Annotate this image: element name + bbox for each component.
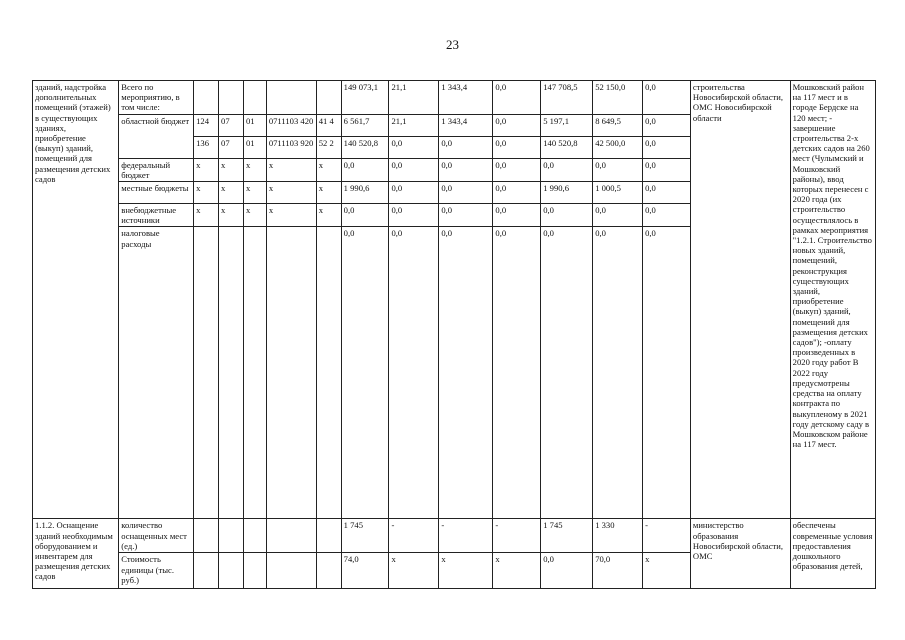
- value-cell: [243, 81, 266, 115]
- value-cell: [316, 553, 341, 589]
- value-cell: 0,0: [541, 204, 593, 227]
- value-cell: 42 500,0: [593, 136, 643, 158]
- value-cell: 1 343,4: [439, 81, 493, 115]
- executor-cell: строительства Новосибирской области, ОМС Новосибирской области: [690, 81, 790, 519]
- value-cell: 0,0: [493, 182, 541, 204]
- value-cell: 147 708,5: [541, 81, 593, 115]
- value-cell: x: [266, 158, 316, 181]
- value-cell: 0711103 920: [266, 136, 316, 158]
- row-label: внебюджетные источники: [119, 204, 194, 227]
- value-cell: 41 4: [316, 114, 341, 136]
- value-cell: 0,0: [341, 158, 389, 181]
- value-cell: x: [266, 182, 316, 204]
- value-cell: 0,0: [439, 136, 493, 158]
- value-cell: 0,0: [593, 158, 643, 181]
- value-cell: 0,0: [541, 553, 593, 589]
- value-cell: x: [219, 182, 244, 204]
- value-cell: x: [643, 553, 691, 589]
- value-cell: [316, 227, 341, 519]
- value-cell: 0,0: [439, 227, 493, 519]
- value-cell: 21,1: [389, 81, 439, 115]
- value-cell: x: [243, 182, 266, 204]
- table-row: [33, 519, 876, 553]
- table-row: [33, 81, 876, 115]
- value-cell: [316, 519, 341, 553]
- value-cell: x: [389, 553, 439, 589]
- activity-cell: зданий, надстройка дополнительных помещений (этажей) в существующих зданиях, приобретение (выкуп) зданий, помещений для размещения детских садов: [33, 81, 119, 519]
- value-cell: x: [316, 182, 341, 204]
- row-label: Стоимость единицы (тыс. руб.): [119, 553, 194, 589]
- value-cell: 1 745: [341, 519, 389, 553]
- value-cell: 0,0: [643, 81, 691, 115]
- value-cell: 0,0: [541, 158, 593, 181]
- value-cell: 0,0: [493, 114, 541, 136]
- value-cell: -: [439, 519, 493, 553]
- value-cell: 0,0: [389, 136, 439, 158]
- value-cell: x: [194, 182, 219, 204]
- value-cell: [219, 553, 244, 589]
- result-cell: Мошковский район на 117 мест и в городе Бердске на 120 мест; - завершение строительства 2-х детских садов на 260 мест (Чулымский и Мошковский районы), ввод которых перенесен с 2020 года (их строительство осуществлялось в рамках мероприятия "1.2.1. Строительство новых зданий, помещений, реконструкция существующих зданий, приобретение (выкуп) зданий, помещений для размещения детских садов"); -оплату произведенных в 2020 году работ В 2022 году предусмотрены средства на оплату контракта по выкупленому в 2021 году детскому саду в Мошковском районе на 117 мест.: [790, 81, 875, 519]
- value-cell: 8 649,5: [593, 114, 643, 136]
- value-cell: 0,0: [439, 182, 493, 204]
- value-cell: x: [194, 204, 219, 227]
- value-cell: [316, 81, 341, 115]
- value-cell: 07: [219, 114, 244, 136]
- value-cell: 1 000,5: [593, 182, 643, 204]
- row-label: количество оснащенных мест (ед.): [119, 519, 194, 553]
- value-cell: x: [219, 204, 244, 227]
- value-cell: 0,0: [341, 227, 389, 519]
- value-cell: 01: [243, 136, 266, 158]
- row-label: Всего по мероприятию, в том числе:: [119, 81, 194, 115]
- value-cell: -: [643, 519, 691, 553]
- row-label: местные бюджеты: [119, 182, 194, 204]
- value-cell: 1 745: [541, 519, 593, 553]
- value-cell: 0,0: [593, 204, 643, 227]
- value-cell: [243, 553, 266, 589]
- value-cell: 0,0: [493, 227, 541, 519]
- value-cell: 0,0: [493, 81, 541, 115]
- value-cell: [219, 227, 244, 519]
- value-cell: 0,0: [493, 204, 541, 227]
- value-cell: 1 343,4: [439, 114, 493, 136]
- value-cell: [266, 227, 316, 519]
- value-cell: 0,0: [643, 114, 691, 136]
- value-cell: [266, 81, 316, 115]
- value-cell: 0,0: [341, 204, 389, 227]
- value-cell: 124: [194, 114, 219, 136]
- budget-table: [32, 80, 876, 589]
- value-cell: 1 990,6: [341, 182, 389, 204]
- value-cell: 1 330: [593, 519, 643, 553]
- value-cell: -: [493, 519, 541, 553]
- value-cell: 140 520,8: [341, 136, 389, 158]
- page-number: 23: [446, 37, 459, 52]
- value-cell: [266, 519, 316, 553]
- row-label: налоговые расходы: [119, 227, 194, 519]
- value-cell: 0,0: [593, 227, 643, 519]
- value-cell: 0,0: [541, 227, 593, 519]
- value-cell: [219, 81, 244, 115]
- value-cell: x: [219, 158, 244, 181]
- value-cell: 0,0: [643, 182, 691, 204]
- value-cell: x: [266, 204, 316, 227]
- value-cell: x: [493, 553, 541, 589]
- value-cell: 0,0: [439, 158, 493, 181]
- value-cell: x: [243, 158, 266, 181]
- value-cell: 74,0: [341, 553, 389, 589]
- value-cell: 0,0: [389, 158, 439, 181]
- value-cell: 70,0: [593, 553, 643, 589]
- value-cell: 0,0: [643, 204, 691, 227]
- value-cell: 5 197,1: [541, 114, 593, 136]
- value-cell: 0,0: [493, 136, 541, 158]
- value-cell: x: [194, 158, 219, 181]
- result-cell: обеспечены современные условия предоставления дошкольного образования детей,: [790, 519, 875, 589]
- executor-cell: министерство образования Новосибирской области, ОМС: [690, 519, 790, 589]
- value-cell: x: [316, 204, 341, 227]
- value-cell: [243, 227, 266, 519]
- value-cell: [194, 553, 219, 589]
- value-cell: 1 990,6: [541, 182, 593, 204]
- value-cell: 0,0: [643, 136, 691, 158]
- value-cell: 0,0: [389, 227, 439, 519]
- value-cell: 0711103 420: [266, 114, 316, 136]
- value-cell: x: [243, 204, 266, 227]
- value-cell: [194, 81, 219, 115]
- row-label: областной бюджет: [119, 114, 194, 158]
- value-cell: 149 073,1: [341, 81, 389, 115]
- value-cell: [219, 519, 244, 553]
- value-cell: 52 2: [316, 136, 341, 158]
- value-cell: x: [439, 553, 493, 589]
- value-cell: x: [316, 158, 341, 181]
- value-cell: 01: [243, 114, 266, 136]
- value-cell: [243, 519, 266, 553]
- value-cell: [194, 227, 219, 519]
- value-cell: 6 561,7: [341, 114, 389, 136]
- activity-cell: 1.1.2. Оснащение зданий необходимым оборудованием и инвентарем для размещения детских садов: [33, 519, 119, 589]
- value-cell: 0,0: [439, 204, 493, 227]
- value-cell: 21,1: [389, 114, 439, 136]
- value-cell: 52 150,0: [593, 81, 643, 115]
- value-cell: 136: [194, 136, 219, 158]
- row-label: федеральный бюджет: [119, 158, 194, 181]
- value-cell: 07: [219, 136, 244, 158]
- value-cell: 0,0: [493, 158, 541, 181]
- value-cell: 0,0: [643, 158, 691, 181]
- value-cell: 140 520,8: [541, 136, 593, 158]
- value-cell: 0,0: [389, 182, 439, 204]
- value-cell: 0,0: [389, 204, 439, 227]
- value-cell: 0,0: [643, 227, 691, 519]
- value-cell: [266, 553, 316, 589]
- value-cell: [194, 519, 219, 553]
- value-cell: -: [389, 519, 439, 553]
